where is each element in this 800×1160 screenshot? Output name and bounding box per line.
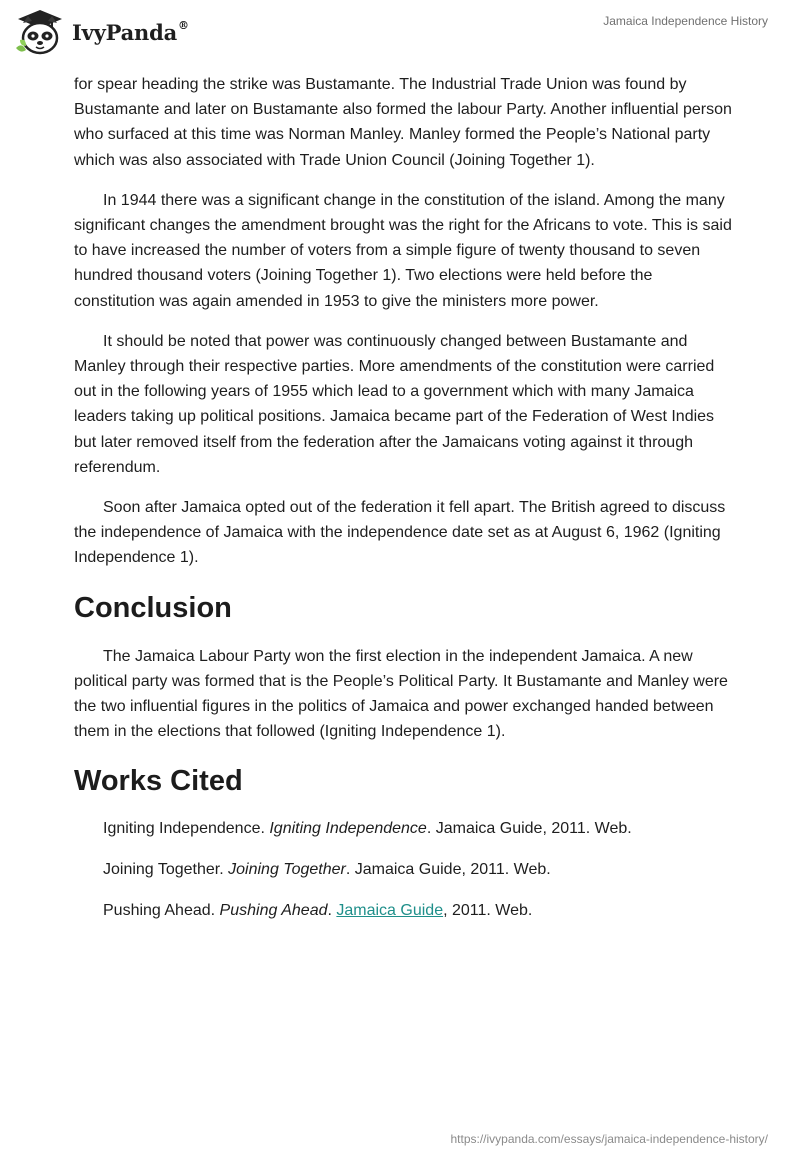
- source-url: https://ivypanda.com/essays/jamaica-independence-history/: [450, 1132, 768, 1146]
- brand-name: IvyPanda®: [72, 18, 189, 45]
- citation-item: Joining Together. Joining Together. Jamaica Guide, 2011. Web.: [103, 861, 551, 879]
- paragraph: Soon after Jamaica opted out of the federation it fell apart. The British agreed to discuss the independence of Jamaica with the independence date set as at August 6, 1962 (Igniting Independence 1).: [74, 499, 726, 567]
- paragraph: In 1944 there was a significant change in the constitution of the island. Among the many significant changes the amendment brought was the right for the Africans to vote. This is said to have increased the number of voters from a simple figure of twenty thousand to seven hundred thousand voters (Joining Together 1). Two elections were held before the constitution was again amended in 1953 to give the ministers more power.: [74, 191, 732, 310]
- citation-item: Igniting Independence. Igniting Independence. Jamaica Guide, 2011. Web.: [103, 820, 632, 838]
- jamaica-guide-link[interactable]: Jamaica Guide: [336, 902, 444, 920]
- citation-item: Pushing Ahead. Pushing Ahead. Jamaica Guide, 2011. Web.: [103, 902, 533, 920]
- paragraph: It should be noted that power was continuously changed between Bustamante and Manley through their respective parties. More amendments of the constitution were carried out in the following years of 1955 which lead to a government which with many Jamaica leaders taking up political positions. Jamaica became part of the Federation of West Indies but later removed itself from the federation after the Jamaicans voting against it through referendum.: [74, 332, 715, 476]
- works-cited-heading: Works Cited: [74, 765, 243, 798]
- panda-graduation-icon: [14, 8, 66, 56]
- document-title: Jamaica Independence History: [603, 14, 768, 28]
- conclusion-paragraph: The Jamaica Labour Party won the first election in the independent Jamaica. A new political party was formed that is the People’s Political Party. It Bustamante and Manley were the two influential figures in the politics of Jamaica and power exchanged handed between them in the elections that followed (Igniting Independence 1).: [74, 647, 728, 741]
- essay-body: [74, 72, 734, 940]
- ivypanda-logo[interactable]: [14, 8, 204, 56]
- paragraph: for spear heading the strike was Bustamante. The Industrial Trade Union was found by Bustamante and later on Bustamante also formed the labour Party. Another influential person who surfaced at this time was Norman Manley. Manley formed the People’s National party which was also associated with Trade Union Council (Joining Together 1).: [74, 76, 732, 169]
- conclusion-heading: Conclusion: [74, 591, 232, 624]
- page-header: [0, 0, 800, 70]
